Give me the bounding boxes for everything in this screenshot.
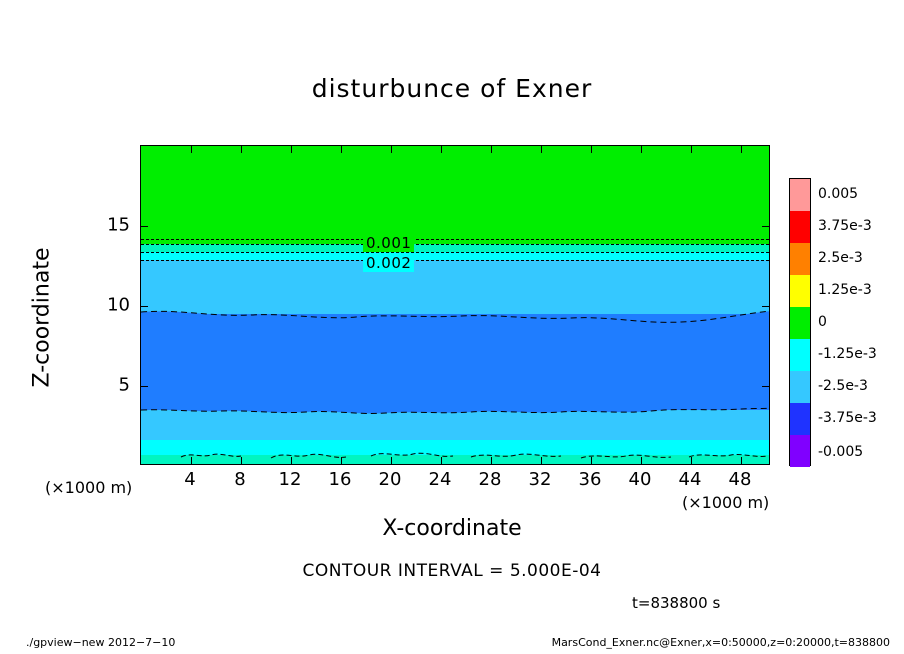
ytick-mark (141, 306, 148, 307)
contour-line-129 (141, 260, 769, 261)
xtick-mark (191, 457, 192, 464)
colorbar-cell (790, 403, 810, 435)
xtick-mark (491, 457, 492, 464)
xtick-label: 8 (234, 469, 246, 490)
colorbar-tick-label: 0 (818, 314, 827, 330)
xtick-mark (391, 457, 392, 464)
colorbar-tick-label: 1.25e-3 (818, 282, 872, 298)
contour-plot-area (140, 145, 770, 465)
xtick-label: 16 (328, 469, 352, 490)
xtick-label: 48 (728, 469, 752, 490)
colorbar-tick-label: 2.5e-3 (818, 250, 863, 266)
xtick-mark-top (641, 146, 642, 153)
contour-line-139 (141, 244, 769, 245)
xtick-mark-top (341, 146, 342, 153)
colorbar-cell (790, 435, 810, 467)
colorbar-tick-label: -1.25e-3 (818, 346, 877, 362)
footer-left: ./gpview−new 2012−7−10 (26, 636, 176, 649)
ytick-label: 5 (118, 374, 130, 396)
xtick-label: 24 (428, 469, 452, 490)
colorbar-cell (790, 211, 810, 243)
contour-line-142 (141, 239, 769, 240)
xtick-mark (541, 457, 542, 464)
contour-label-0002: 0.002 (363, 254, 414, 272)
colorbar-tick-label: 0.005 (818, 186, 859, 202)
xtick-mark (241, 457, 242, 464)
xtick-label: 28 (478, 469, 502, 490)
xtick-mark (741, 457, 742, 464)
colorbar-tick-label: -2.5e-3 (818, 378, 868, 394)
xtick-mark (441, 457, 442, 464)
colorbar-cell (790, 243, 810, 275)
xtick-label: 20 (378, 469, 402, 490)
contour-line-134 (141, 252, 769, 253)
colorbar-tick-label: 3.75e-3 (818, 218, 872, 234)
colorbar-cell (790, 275, 810, 307)
xtick-mark-top (491, 146, 492, 153)
xtick-mark (691, 457, 692, 464)
xtick-mark (341, 457, 342, 464)
ytick-mark-right (762, 226, 769, 227)
xtick-label: 36 (578, 469, 602, 490)
xtick-mark-top (541, 146, 542, 153)
xtick-mark-top (241, 146, 242, 153)
y-unit-label: (×1000 m) (45, 478, 133, 497)
contour-label-0001: 0.001 (363, 234, 414, 252)
xtick-mark-top (291, 146, 292, 153)
chart-title: disturbunce of Exner (311, 74, 593, 103)
xtick-mark-top (441, 146, 442, 153)
xtick-label: 32 (528, 469, 552, 490)
xtick-mark (641, 457, 642, 464)
colorbar-cell (790, 179, 810, 211)
x-unit-label: (×1000 m) (682, 493, 770, 512)
contour-overlay (141, 146, 770, 465)
xtick-label: 12 (278, 469, 302, 490)
time-label: t=838800 s (632, 594, 721, 612)
xtick-mark-top (741, 146, 742, 153)
colorbar (789, 178, 811, 466)
xtick-mark-top (591, 146, 592, 153)
xtick-mark-top (391, 146, 392, 153)
ytick-mark (141, 386, 148, 387)
colorbar-tick-label: -3.75e-3 (818, 410, 877, 426)
colorbar-tick-label: -0.005 (818, 444, 864, 460)
xtick-label: 44 (678, 469, 702, 490)
colorbar-cell (790, 371, 810, 403)
colorbar-cell (790, 339, 810, 371)
contour-interval-caption: CONTOUR INTERVAL = 5.000E-04 (302, 561, 602, 581)
colorbar-cell (790, 307, 810, 339)
xtick-mark (291, 457, 292, 464)
y-axis-title: Z-coordinate (29, 247, 55, 388)
xtick-mark (591, 457, 592, 464)
ytick-label: 15 (107, 214, 130, 236)
footer-right: MarsCond_Exner.nc@Exner,x=0:50000,z=0:20000,t=838800 (551, 636, 890, 649)
ytick-mark-right (762, 306, 769, 307)
xtick-label: 40 (628, 469, 652, 490)
xtick-mark-top (191, 146, 192, 153)
xtick-label: 4 (184, 469, 196, 490)
ytick-mark (141, 226, 148, 227)
ytick-label: 10 (107, 294, 130, 316)
x-axis-title: X-coordinate (382, 516, 522, 541)
ytick-mark-right (762, 386, 769, 387)
xtick-mark-top (691, 146, 692, 153)
